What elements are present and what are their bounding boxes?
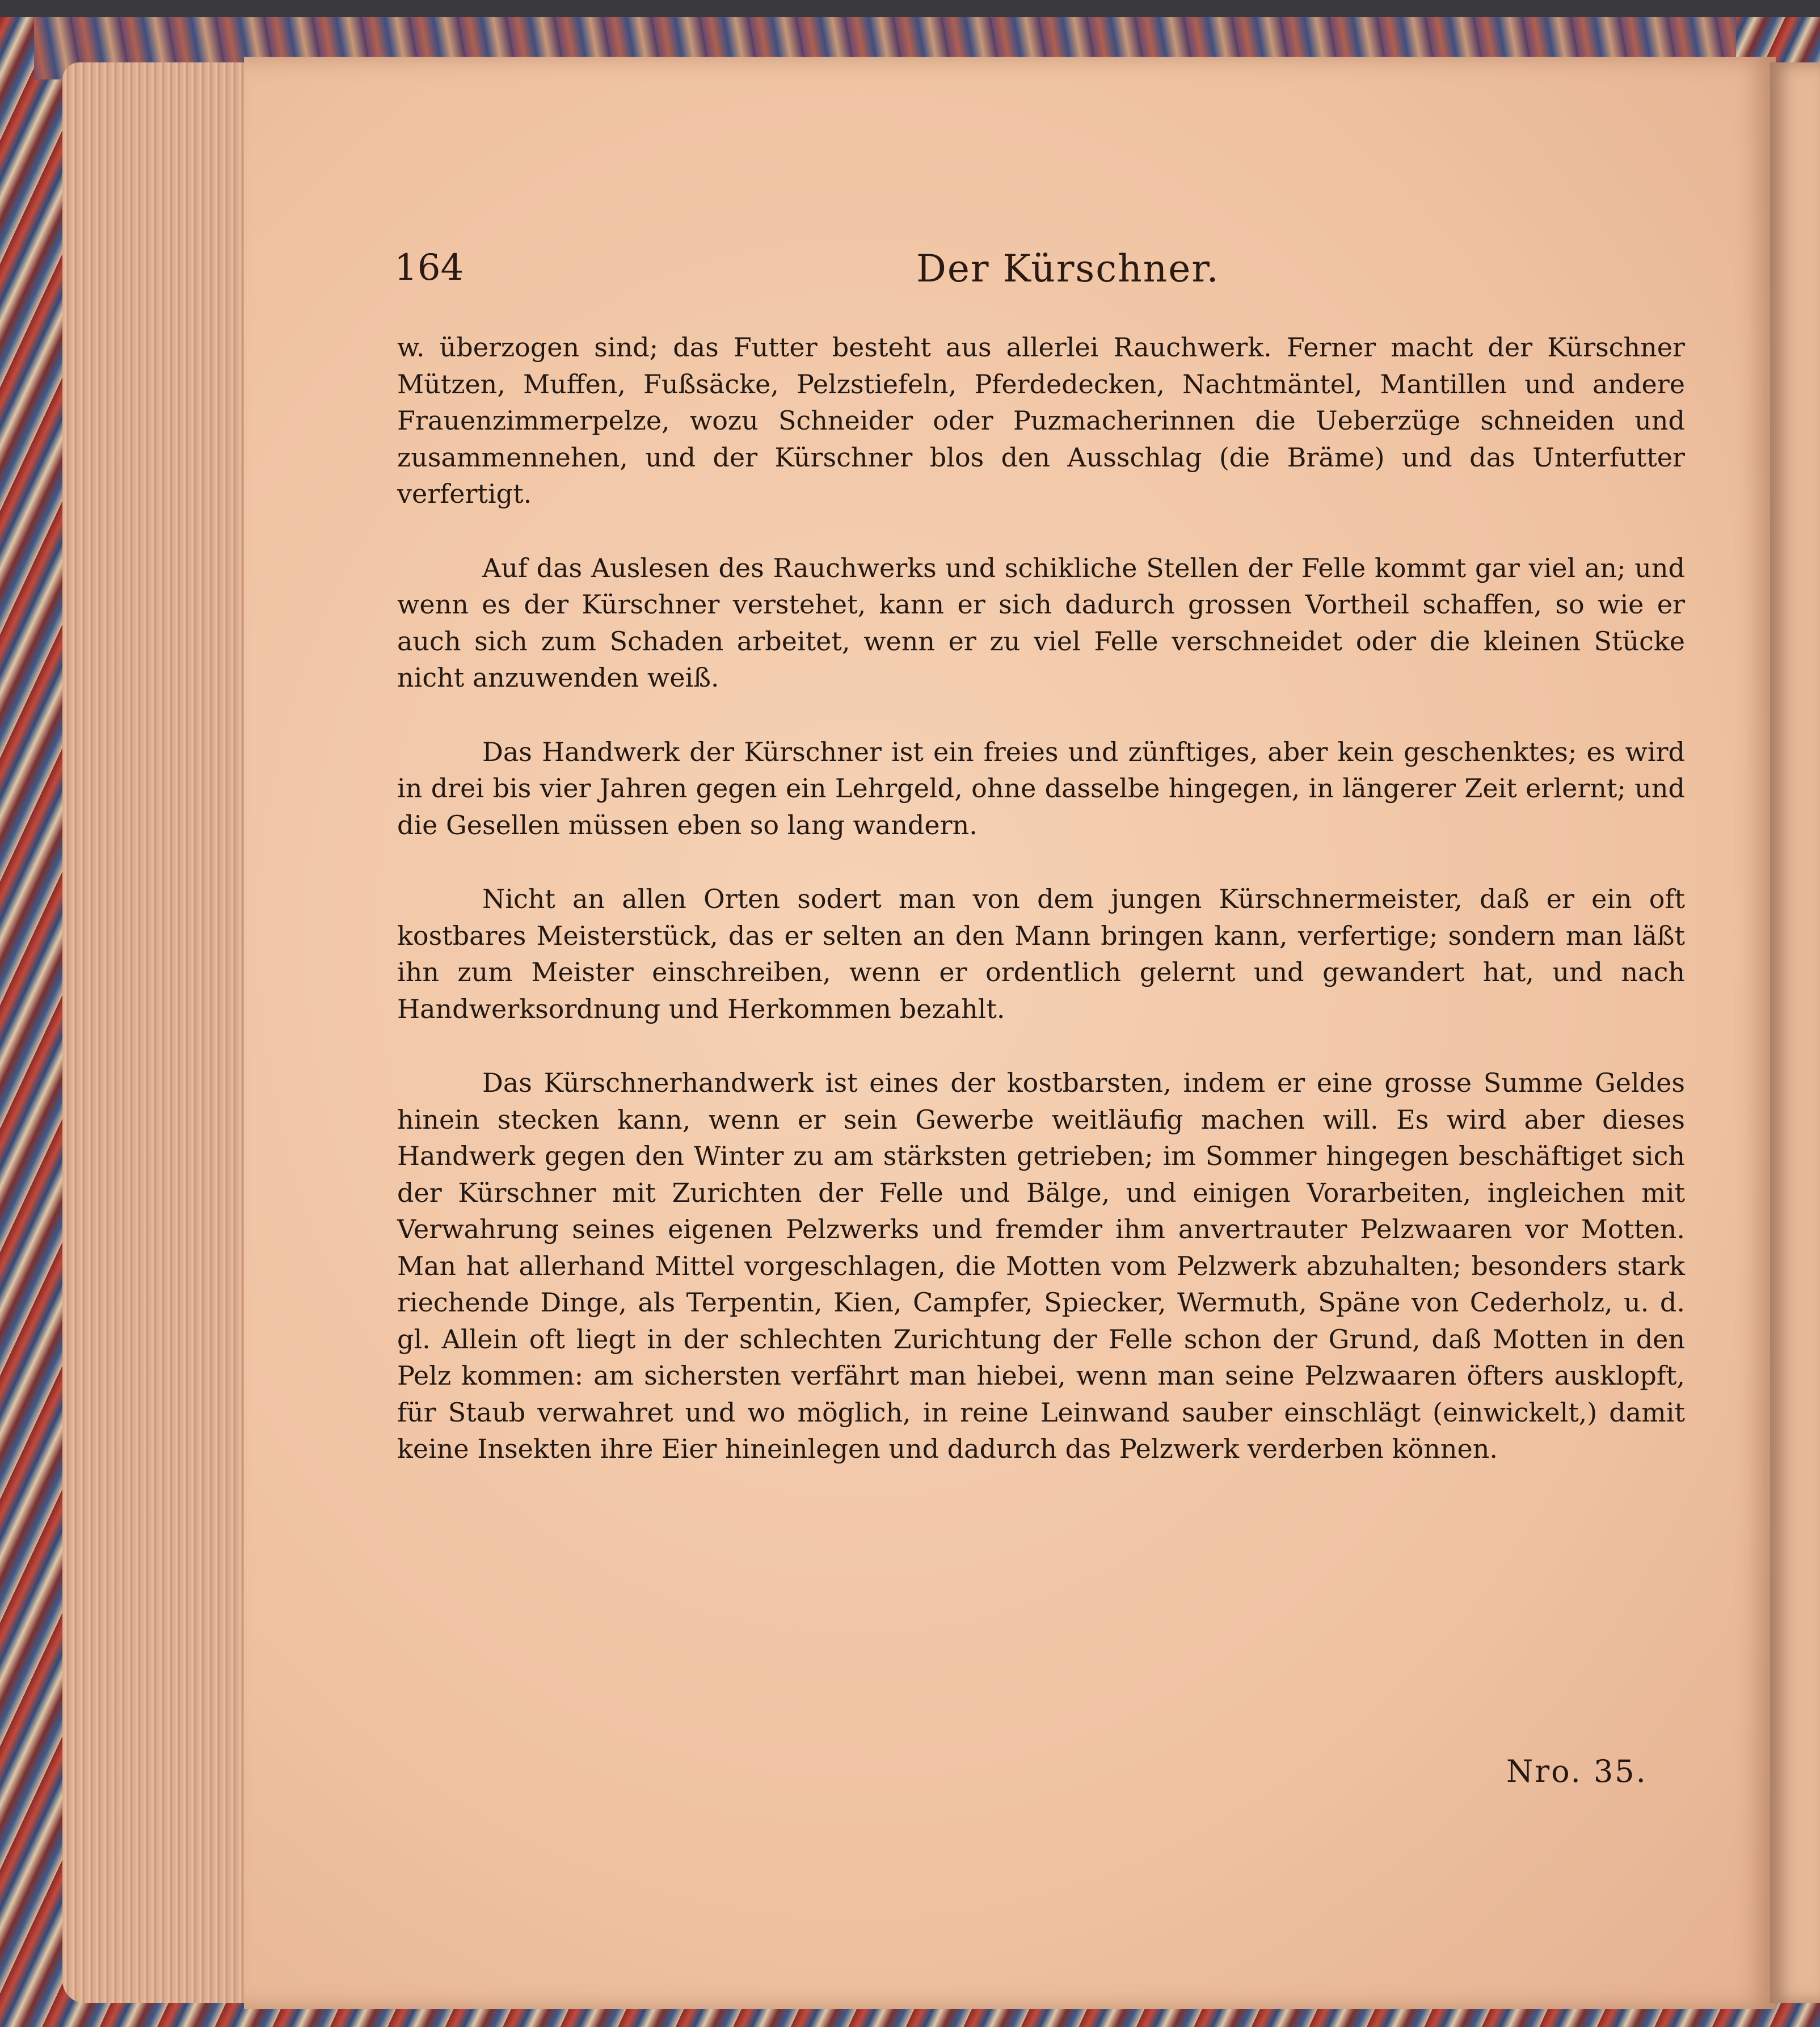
facing-page-edge [1770, 62, 1820, 2003]
page-number: 164 [394, 247, 464, 289]
paragraph: Auf das Auslesen des Rauchwerks und schikliche Stellen der Felle kommt gar viel an; und wenn es der Kürschner verstehet, kann er sich dadurch grossen Vortheil schaffen, so wie er auch sich zum Schaden arbeitet, wenn er zu viel Felle verschneidet oder die kleinen Stücke nicht anzuwenden weiß. [397, 552, 1685, 693]
body-text [397, 329, 1685, 1505]
paragraph: Nicht an allen Orten sodert man von dem jungen Kürschnermeister, daß er ein oft kostbares Meisterstück, das er selten an den Mann bringen kann, verfertige; sondern man läßt ihn zum Meister einschreiben, wenn er ordentlich gelernt und gewandert hat, und nach Handwerksordnung und Herkommen bezahlt. [397, 884, 1685, 1024]
page-edges [62, 62, 267, 2003]
paragraph: Das Handwerk der Kürschner ist ein freies und zünftiges, aber kein geschenktes; es wird in drei bis vier Jahren gegen ein Lehrgeld, ohne dasselbe hingegen, in längerer Zeit erlernt; und die Gesellen müssen eben so lang wandern. [397, 736, 1685, 840]
paragraph: Das Kürschnerhandwerk ist eines der kostbarsten, indem er eine grosse Summe Geldes hinein stecken kann, wenn er sein Gewerbe weitläufig machen will. Es wird aber dieses Handwerk gegen den Winter zu am stärksten getrieben; im Sommer hingegen beschäftiget sich der Kürschner mit Zurichten der Felle und Bälge, und einigen Vorarbeiten, ingleichen mit Verwahrung seines eigenen Pelzwerks und fremder ihm anvertrauter Pelzwaaren vor Motten. Man hat allerhand Mittel vorgeschlagen, die Motten vom Pelzwerk abzuhalten; besonders stark riechende Dinge, als Terpentin, Kien, Campfer, Spiecker, Wermuth, Späne von Cederholz, u. d. gl. Allein oft liegt in der schlechten Zurichtung der Felle schon der Grund, daß Motten in den Pelz kommen: am sichersten verfährt man hiebei, wenn man seine Pelzwaaren öfters ausklopft, für Staub verwahret und wo möglich, in reine Leinwand sauber einschlägt (einwickelt,) damit keine Insekten ihre Eier hineinlegen und dadurch das Pelzwerk verderben können. [397, 1067, 1685, 1464]
page-header [394, 247, 1699, 309]
paragraph: w. überzogen sind; das Futter besteht aus allerlei Rauchwerk. Ferner macht der Kürschner Mützen, Muffen, Fußsäcke, Pelzstiefeln, Pferdedecken, Nachtmäntel, Mantillen und andere Frauenzimmerpelze, wozu Schneider oder Puzmacherinnen die Ueberzüge schneiden und zusammennehen, und der Kürschner blos den Ausschlag (die Bräme) und das Unterfutter verfertigt. [397, 332, 1685, 509]
running-head: Der Kürschner. [916, 247, 1220, 291]
catchword: Nro. 35. [1506, 1753, 1648, 1789]
